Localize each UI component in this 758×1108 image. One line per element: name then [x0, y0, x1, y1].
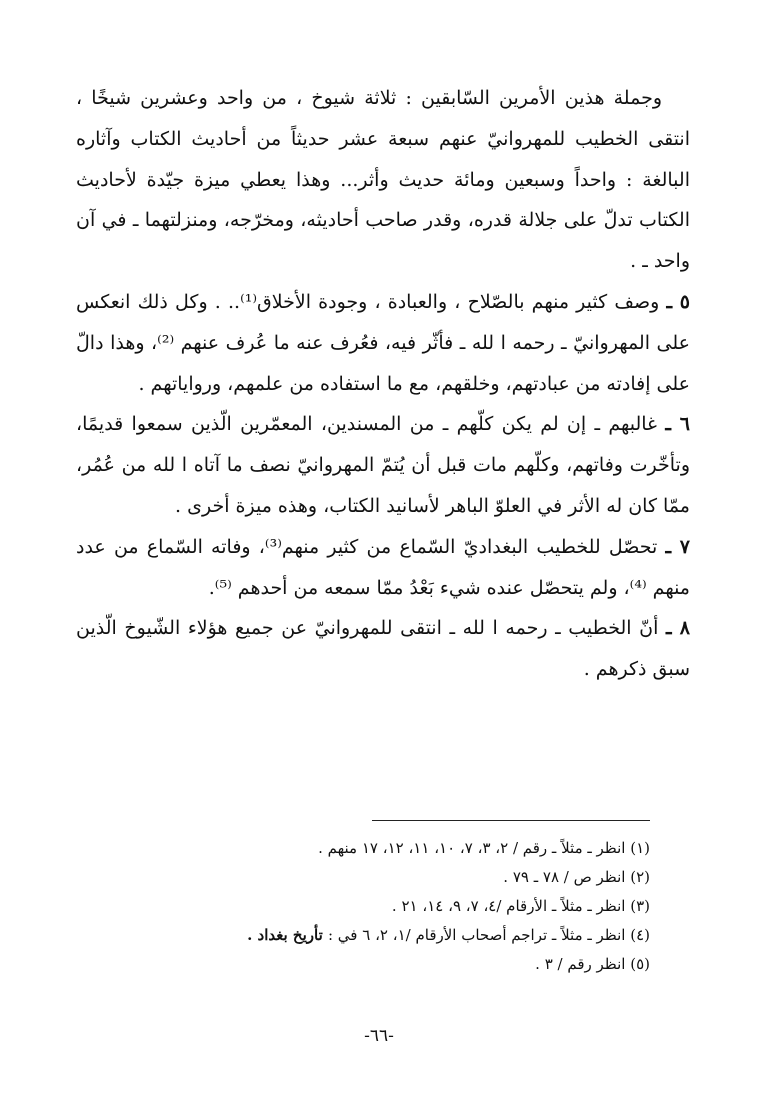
paragraph-6-number: ٦ ـ	[665, 413, 690, 436]
paragraph-8-text: أنّ الخطيب ـ رحمه ا لله ـ انتقى للمهروانيّ عن جميع هؤلاء الشّيوخ الّذين سبق ذكرهم .	[76, 617, 690, 681]
paragraph-7	[76, 527, 690, 609]
footnote-2-text: (٢) انظر ص / ٧٨ ـ ٧٩ .	[503, 868, 650, 886]
paragraph-intro	[76, 78, 690, 282]
footnotes	[140, 834, 650, 979]
footnote-1-text: (١) انظر ـ مثلاً ـ رقم / ٢، ٣، ٧، ١٠، ١١، ١٢، ١٧ منهم .	[318, 839, 650, 857]
paragraph-5-text: وصف كثير منهم بالصّلاح ، والعبادة ، وجودة الأخلاق⁽¹⁾.. . وكل ذلك انعكس على المهروانيّ ـ رحمه ا لله ـ فأثّر فيه، فعُرف عنه ما عُرف عنهم ⁽²⁾، وهذا دالّ على إفادته من عبادتهم، وخلقهم، مع ما استفاده من علمهم، ورواياتهم .	[76, 290, 690, 395]
footnote-5-text: (٥) انظر رقم / ٣ .	[535, 955, 650, 973]
footnote-5	[140, 950, 650, 979]
footnote-divider	[372, 820, 650, 821]
footnote-4-book-title: تأريخ بغداد .	[247, 926, 328, 944]
paragraph-7-text: تحصّل للخطيب البغداديّ السّماع من كثير منهم⁽³⁾، وفاته السّماع من عدد منهم ⁽⁴⁾، ولم يتحصّل عنده شيء بَعْدُ ممّا سمعه من أحدهم ⁽⁵⁾.	[76, 535, 690, 599]
footnote-2	[140, 863, 650, 892]
footnote-3	[140, 892, 650, 921]
footnote-4	[140, 921, 650, 950]
footnote-4-text: (٤) انظر ـ مثلاً ـ تراجم أصحاب الأرقام /١، ٢، ٦ في :	[327, 926, 650, 944]
main-text	[76, 78, 690, 690]
paragraph-6	[76, 404, 690, 526]
footnote-1	[140, 834, 650, 863]
paragraph-8-number: ٨ ـ	[666, 617, 690, 640]
page-number: -٦٦-	[364, 1026, 394, 1046]
footnote-3-text: (٣) انظر ـ مثلاً ـ الأرقام /٤، ٧، ٩، ١٤، ٢١ .	[391, 897, 650, 915]
paragraph-intro-text: وجملة هذين الأمرين السّابقين : ثلاثة شيوخ ، من واحد وعشرين شيخًا ، انتقى الخطيب للمهروانيّ عنهم سبعة عشر حديثاً من أحاديث الكتاب وآثاره البالغة : واحداً وسبعين ومائة حديث وأثر... وهذا يعطي ميزة جيّدة لأحاديث الكتاب تدلّ على جلالة قدره، وقدر صاحب أحاديثه، ومخرّجه، ومنزلتهما ـ في آن واحد ـ .	[76, 87, 690, 273]
paragraph-6-text: غالبهم ـ إن لم يكن كلّهم ـ من المسندين، المعمّرين الّذين سمعوا قديمًا، وتأخّرت وفاتهم، وكلّهم مات قبل أن يُتمّ المهروانيّ نصف ما آتاه ا لله من عُمُر، ممّا كان له الأثر في العلوّ الباهر لأسانيد الكتاب، وهذه ميزة أخرى .	[76, 413, 690, 517]
paragraph-5	[76, 282, 690, 404]
paragraph-7-number: ٧ ـ	[665, 535, 690, 558]
paragraph-8	[76, 608, 690, 690]
paragraph-5-number: ٥ ـ	[666, 290, 690, 313]
